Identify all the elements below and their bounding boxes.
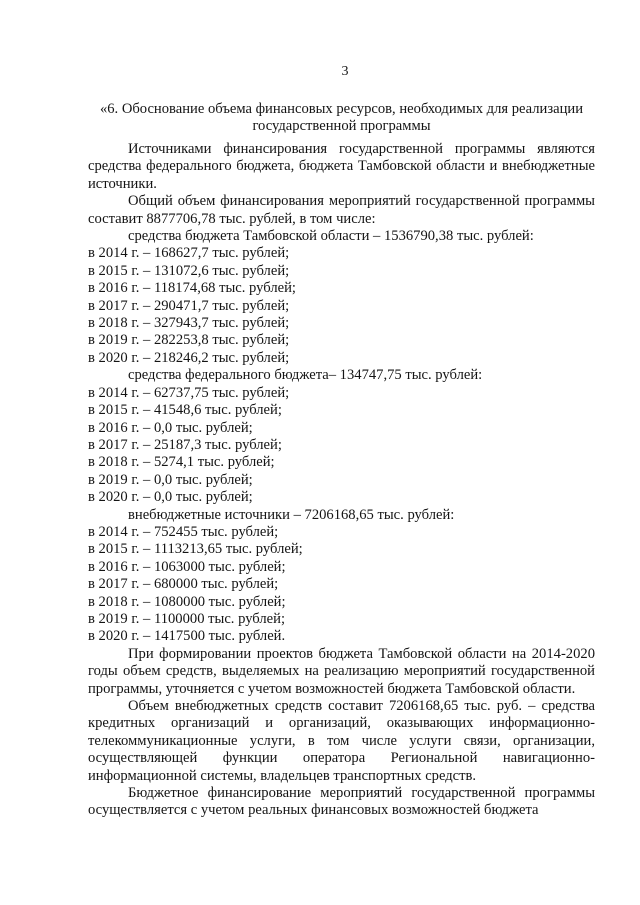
section-heading: «6. Обоснование объема финансовых ресурсов, необходимых для реализации государственной программы [99, 101, 584, 135]
federal-budget-list [88, 367, 595, 506]
list-item: в 2014 г. – 62737,75 тыс. рублей; [88, 384, 290, 401]
list-item: в 2018 г. – 5274,1 тыс. рублей; [88, 454, 275, 471]
page-number: 3 [341, 64, 349, 79]
list-item: в 2014 г. – 752455 тыс. рублей; [88, 523, 279, 540]
list-item: в 2018 г. – 1080000 тыс. рублей; [88, 593, 286, 610]
regional-budget-title: средства бюджета Тамбовской области – 1536790,38 тыс. рублей: [128, 228, 534, 245]
list-item: в 2020 г. – 218246,2 тыс. рублей; [88, 349, 290, 366]
list-item: в 2019 г. – 1100000 тыс. рублей; [88, 610, 285, 627]
list-item: в 2017 г. – 25187,3 тыс. рублей; [88, 436, 282, 453]
paragraph-total: Общий объем финансирования мероприятий государственной программы составит 8877706,78 тыс. рублей, в том числе: [88, 193, 595, 227]
list-item: в 2018 г. – 327943,7 тыс. рублей; [88, 315, 290, 332]
list-item: в 2020 г. – 1417500 тыс. рублей. [88, 628, 286, 645]
paragraph-sources: Источниками финансирования государственной программы являются средства федерального бюджета, бюджета Тамбовской области и внебюджетные источники. [88, 141, 595, 192]
list-item: в 2017 г. – 680000 тыс. рублей; [88, 576, 279, 593]
list-item: в 2015 г. – 41548,6 тыс. рублей; [88, 402, 282, 419]
list-item: в 2020 г. – 0,0 тыс. рублей; [88, 489, 253, 506]
extrabudgetary-list [88, 507, 595, 646]
list-item: в 2016 г. – 118174,68 тыс. рублей; [88, 280, 296, 297]
list-item: в 2015 г. – 131072,6 тыс. рублей; [88, 262, 290, 279]
paragraph-extrabudget-volume: Объем внебюджетных средств составит 7206168,65 тыс. руб. – средства кредитных организаций и организаций, оказывающих информационно-телекоммуникационные услуги, в том числе услуги связи, организации, осуществляющей функции оператора Региональной навигационно-информационной системы, владельцев транспортных средств. [88, 698, 595, 784]
list-item: в 2019 г. – 282253,8 тыс. рублей; [88, 332, 290, 349]
list-item: в 2014 г. – 168627,7 тыс. рублей; [88, 245, 290, 262]
list-item: в 2015 г. – 1113213,65 тыс. рублей; [88, 541, 303, 558]
paragraph-budget-financing: Бюджетное финансирование мероприятий государственной программы осуществляется с учетом реальных финансовых возможностей бюджета [88, 785, 595, 819]
list-item: в 2019 г. – 0,0 тыс. рублей; [88, 471, 253, 488]
federal-budget-title: средства федерального бюджета– 134747,75 тыс. рублей: [128, 367, 483, 384]
extrabudgetary-title: внебюджетные источники – 7206168,65 тыс. рублей: [128, 506, 455, 523]
list-item: в 2017 г. – 290471,7 тыс. рублей; [88, 297, 290, 314]
list-item: в 2016 г. – 1063000 тыс. рублей; [88, 558, 286, 575]
paragraph-forming: При формировании проектов бюджета Тамбовской области на 2014-2020 годы объем средств, выделяемых на реализацию мероприятий государственной программы, уточняется с учетом возможностей бюджета Тамбовской области. [88, 645, 595, 697]
document-body [88, 141, 595, 820]
list-item: в 2016 г. – 0,0 тыс. рублей; [88, 419, 253, 436]
regional-budget-list [88, 228, 595, 367]
